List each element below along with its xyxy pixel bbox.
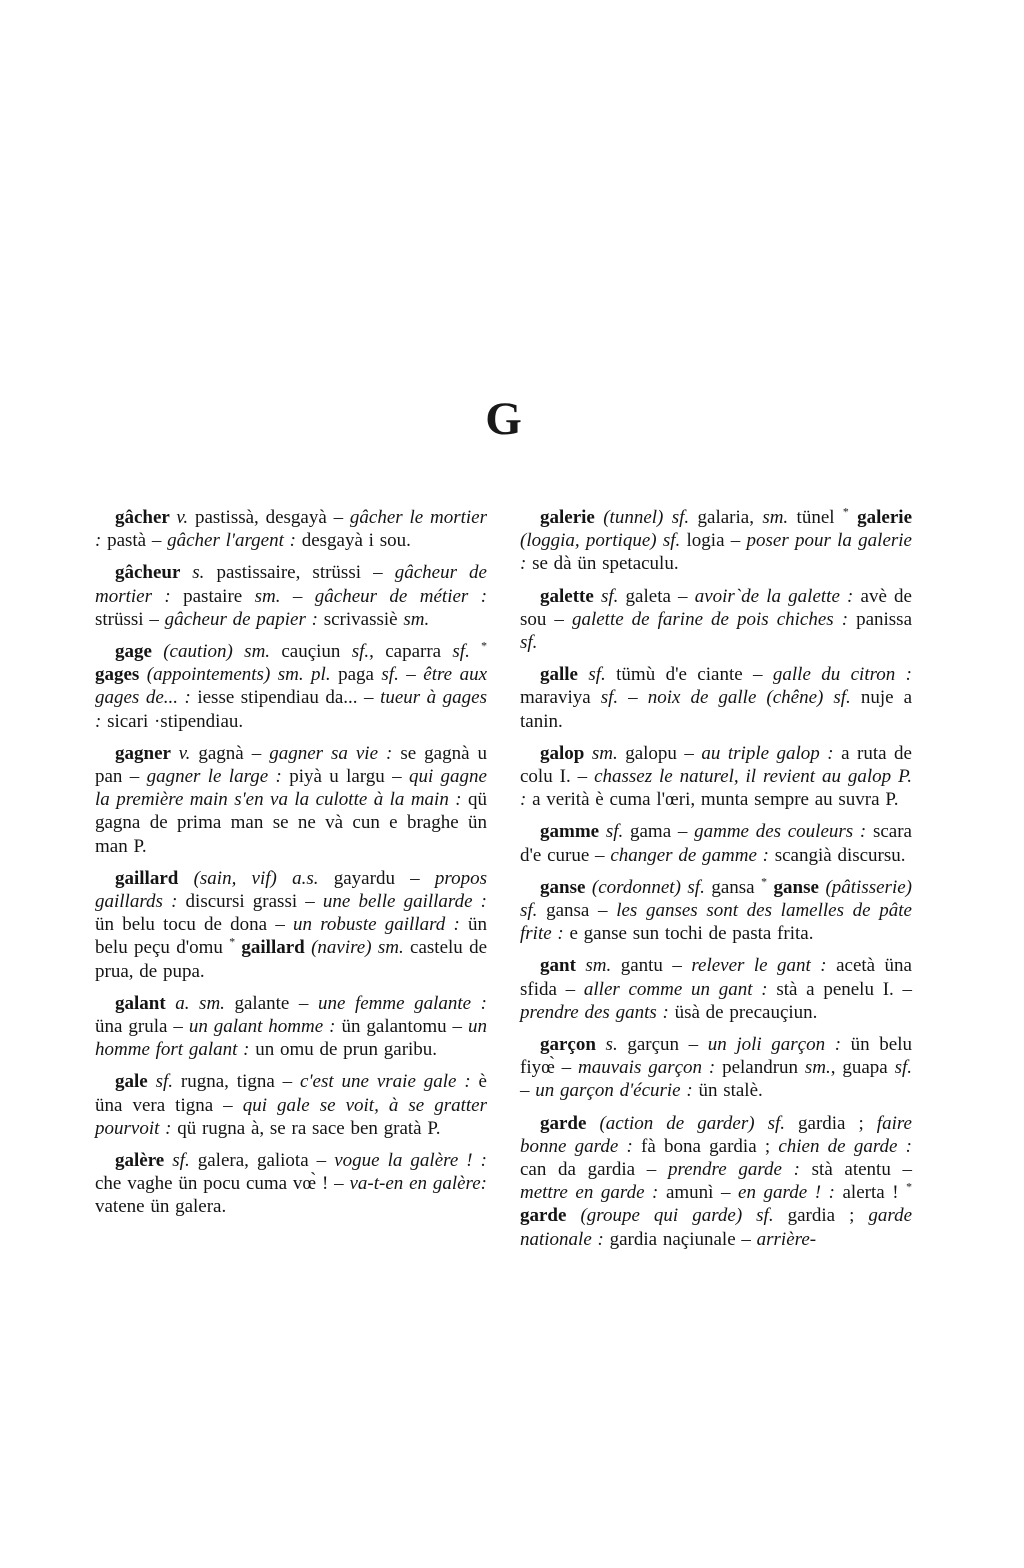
headword: gagner bbox=[115, 742, 179, 764]
entry-text: tueur à gages : bbox=[95, 687, 493, 732]
entry-text: – bbox=[398, 664, 424, 686]
entry-text: (caution) sm. bbox=[163, 641, 282, 663]
entry-text: c'est une vraie gale : bbox=[300, 1071, 479, 1093]
entry-text: sf. bbox=[600, 585, 626, 607]
entry-text bbox=[849, 507, 857, 528]
entry-text: gansa bbox=[711, 876, 762, 898]
entry-text: panissa bbox=[856, 608, 918, 630]
entry-text: iesse stipendiau da... – bbox=[197, 687, 381, 709]
entry-text: ün stalè. bbox=[698, 1080, 763, 1102]
entry-text: mettre en garde : bbox=[520, 1182, 666, 1204]
entry-text: changer de gamme : bbox=[610, 844, 775, 866]
headword: gâcher bbox=[115, 507, 177, 528]
dictionary-entry-gamme bbox=[520, 820, 918, 866]
entry-text: mauvais garçon : bbox=[578, 1057, 723, 1079]
entry-text: – bbox=[520, 1057, 918, 1102]
entry-text: a. sm. bbox=[175, 992, 235, 1014]
entry-text: prendre des gants : bbox=[520, 1001, 675, 1023]
entry-text: qui gale se voit, à se gratter pourvoit : bbox=[95, 1094, 493, 1139]
entry-text: s. bbox=[192, 562, 217, 584]
entry-text: avè de sou – bbox=[520, 585, 918, 630]
entry-text: e ganse sun tochi de pasta frita. bbox=[569, 923, 814, 945]
entry-text: sicari ·stipendiau. bbox=[107, 710, 244, 732]
headword: galerie bbox=[540, 507, 604, 528]
entry-text: a ruta de colu I. – bbox=[520, 742, 918, 788]
headword: gages bbox=[95, 664, 147, 686]
entry-text: arrière- bbox=[756, 1228, 817, 1250]
entry-text: (action de garder) sf. bbox=[599, 1112, 799, 1134]
entry-text: garde nationale : bbox=[520, 1205, 918, 1250]
entry-text: galle du citron : bbox=[772, 664, 918, 686]
entry-text: , guapa bbox=[830, 1057, 895, 1079]
entry-text: (groupe qui garde) sf. bbox=[580, 1205, 788, 1227]
dictionary-entry-gant bbox=[520, 954, 918, 1024]
entry-text: – bbox=[280, 585, 315, 607]
entry-text: un omu de prun garibu. bbox=[255, 1039, 438, 1061]
headword: gale bbox=[115, 1071, 156, 1093]
entry-text: gagner le large : bbox=[146, 766, 290, 788]
entry-text: – bbox=[628, 687, 648, 709]
entry-text: gayardu – bbox=[333, 867, 435, 889]
entry-text: relever le gant : bbox=[691, 955, 837, 977]
entry-text: gardia ; bbox=[787, 1205, 869, 1227]
entry-text: être aux gages de... : bbox=[95, 664, 493, 709]
entry-text: paga bbox=[338, 664, 382, 686]
entry-text: sf. bbox=[605, 821, 630, 843]
headword: ganse bbox=[540, 876, 592, 898]
entry-text: aller comme un gant : bbox=[583, 978, 777, 1000]
entry-text: üna grula – bbox=[95, 1016, 189, 1038]
headword: garde bbox=[520, 1205, 581, 1227]
entry-text: va-t-en en galère: bbox=[349, 1173, 493, 1195]
entry-text: sf. bbox=[600, 687, 629, 709]
entry-text: un galant homme : bbox=[188, 1016, 342, 1038]
entry-text: amunì – bbox=[665, 1182, 739, 1204]
entry-text: sm. bbox=[804, 1057, 831, 1079]
entry-text: sf. bbox=[381, 664, 399, 686]
entry-text: gâcheur de métier : bbox=[314, 585, 493, 607]
entry-text: galaria, bbox=[697, 507, 763, 528]
entry-text: discursi grassi – bbox=[185, 891, 323, 913]
entry-text: prendre garde : bbox=[667, 1159, 812, 1181]
entry-text: cauçiun bbox=[281, 641, 352, 663]
dictionary-entry-gaillard bbox=[95, 867, 493, 983]
entry-text: tünel bbox=[796, 507, 843, 528]
homograph-separator: * bbox=[761, 875, 768, 889]
entry-text: qü gagna de prima man se ne và cun e braghe ün man P. bbox=[95, 789, 493, 857]
dictionary-entry-garcon bbox=[520, 1033, 918, 1103]
dictionary-entry-gagner bbox=[95, 742, 493, 858]
entry-text: è üna vera tigna – bbox=[95, 1071, 493, 1116]
entry-text: gâcheur de papier : bbox=[164, 608, 324, 630]
headword: ganse bbox=[773, 876, 826, 898]
entry-text: tümù d'e ciante – bbox=[616, 664, 773, 686]
entry-text: fà bona gardia ; bbox=[641, 1135, 779, 1157]
entry-text bbox=[487, 641, 493, 662]
dictionary-entry-garde bbox=[520, 1112, 918, 1251]
entry-text: üsà de precauçiun. bbox=[674, 1001, 818, 1023]
entry-text: galeta – bbox=[625, 585, 695, 607]
entry-text: (tunnel) sf. bbox=[603, 507, 698, 528]
entry-text: qü rugna à, se ra sace ben gratà P. bbox=[177, 1117, 441, 1139]
column-left bbox=[95, 506, 493, 1260]
headword: galant bbox=[115, 992, 176, 1014]
dictionary-entry-gacheur bbox=[95, 561, 493, 631]
entry-text: alerta ! bbox=[842, 1182, 907, 1204]
entry-text: vogue la galère ! : bbox=[334, 1150, 493, 1172]
entry-text: se dà ün spetaculu. bbox=[532, 553, 679, 575]
entry-text: (appointements) sm. pl. bbox=[146, 664, 339, 686]
entry-text: poser pour la galerie : bbox=[520, 530, 918, 575]
entry-text: sf. bbox=[351, 641, 370, 663]
dictionary-entry-galette bbox=[520, 585, 918, 655]
entry-text: en garde ! : bbox=[738, 1182, 843, 1204]
homograph-separator: * bbox=[229, 936, 236, 950]
entry-text: un robuste gaillard : bbox=[293, 914, 468, 936]
entry-text: se gagnà u pan – bbox=[95, 742, 493, 788]
entry-text: galante – bbox=[234, 992, 318, 1014]
entry-text: gâcheur de mortier : bbox=[95, 562, 493, 607]
entry-text: un homme fort galant : bbox=[95, 1016, 493, 1061]
entry-text: une belle gaillarde : bbox=[322, 891, 493, 913]
entry-text: sm. bbox=[762, 507, 797, 528]
entry-text: sf. bbox=[172, 1150, 198, 1172]
dictionary-entry-gage bbox=[95, 639, 493, 733]
entry-text: (sain, vif) a.s. bbox=[193, 867, 334, 889]
entry-text: qui gagne la première main s'en va la culotte à la main : bbox=[95, 766, 493, 811]
entry-text: (pâtisserie) sf. bbox=[520, 876, 918, 922]
dictionary-entry-ganse bbox=[520, 875, 918, 946]
entry-text: sm. bbox=[254, 585, 281, 607]
entry-text: v. bbox=[178, 742, 199, 764]
entry-text: (navire) sm. bbox=[311, 937, 411, 959]
entry-text: vatene ün galera. bbox=[95, 1196, 227, 1218]
dictionary-entry-gacher bbox=[95, 506, 493, 552]
entry-text: desgayà i sou. bbox=[301, 530, 411, 552]
entry-text: un joli garçon : bbox=[707, 1034, 851, 1056]
dictionary-entry-galerie bbox=[520, 505, 918, 576]
entry-text: scrivassiè bbox=[323, 608, 404, 630]
entry-text: gardia naçiunale – bbox=[609, 1228, 757, 1250]
entry-text: sm. bbox=[585, 955, 621, 977]
entry-text: noix de galle (chêne) sf. bbox=[647, 687, 861, 709]
entry-text: rugna, tigna – bbox=[180, 1071, 301, 1093]
entry-text: sm. bbox=[591, 742, 626, 764]
entry-text: sf. bbox=[894, 1057, 913, 1079]
entry-text: avoir`de la galette : bbox=[694, 585, 861, 607]
entry-text: chien de garde : bbox=[778, 1135, 918, 1157]
entry-text: sf. bbox=[155, 1071, 181, 1093]
dictionary-entry-galant bbox=[95, 992, 493, 1062]
entry-text: acetà üna sfida – bbox=[520, 955, 918, 1000]
entry-text: a verità è cuma l'œri, munta sempre au suvra P. bbox=[532, 789, 899, 811]
entry-text bbox=[912, 1182, 918, 1203]
text-columns bbox=[95, 505, 918, 1260]
headword: galère bbox=[115, 1150, 173, 1172]
entry-text: gantu – bbox=[620, 955, 692, 977]
entry-text: nuje a tanin. bbox=[520, 687, 918, 732]
entry-text: gagnà – bbox=[198, 742, 270, 764]
entry-text: pastaire bbox=[183, 585, 255, 607]
entry-text: sf. bbox=[452, 641, 482, 663]
entry-text: sm. bbox=[403, 608, 430, 630]
entry-text: v. bbox=[176, 507, 195, 528]
entry-text: scara d'e curue – bbox=[520, 821, 918, 866]
entry-text: les ganses sont des lamelles de pâte frite : bbox=[520, 900, 918, 945]
entry-text: ün galantomu – bbox=[341, 1016, 469, 1038]
entry-text: castelu de prua, de pupa. bbox=[95, 937, 493, 982]
dictionary-entry-galere bbox=[95, 1149, 493, 1219]
headword: galop bbox=[540, 742, 592, 764]
entry-text: gagner sa vie : bbox=[269, 742, 401, 764]
entry-text: au triple galop : bbox=[701, 742, 842, 764]
headword: galle bbox=[540, 664, 589, 686]
entry-text: galopu – bbox=[625, 742, 702, 764]
entry-text: pastissà, desgayà – bbox=[194, 507, 350, 528]
entry-text: ün belu fiyœ̀ – bbox=[520, 1034, 918, 1079]
entry-text: gâcher l'argent : bbox=[167, 530, 302, 552]
headword: garçon bbox=[540, 1034, 606, 1056]
entry-text: gama – bbox=[629, 821, 695, 843]
entry-text: une femme galante : bbox=[317, 992, 493, 1014]
homograph-separator: * bbox=[842, 505, 849, 519]
headword: galerie bbox=[857, 507, 918, 528]
entry-text: propos gaillards : bbox=[95, 867, 493, 913]
entry-text: pelandrun bbox=[722, 1057, 805, 1079]
entry-text: pastà – bbox=[107, 530, 168, 552]
entry-text: (loggia, portique) sf. bbox=[520, 530, 687, 552]
entry-text: gâcher le mortier : bbox=[95, 507, 493, 552]
entry-text: un garçon d'écurie : bbox=[535, 1080, 699, 1102]
headword: galette bbox=[540, 585, 601, 607]
entry-text: faire bonne garde : bbox=[520, 1112, 918, 1157]
homograph-separator: * bbox=[906, 1180, 912, 1194]
entry-text: galera, galiota – bbox=[197, 1150, 335, 1172]
entry-text: garçun – bbox=[627, 1034, 708, 1056]
headword: gaillard bbox=[241, 937, 312, 959]
entry-text: (cordonnet) sf. bbox=[591, 876, 712, 898]
headword: gamme bbox=[540, 821, 606, 843]
entry-text: scangià discursu. bbox=[774, 844, 906, 866]
section-letter: G bbox=[485, 393, 523, 445]
entry-text: sf. bbox=[588, 664, 617, 686]
entry-text: gamme des couleurs : bbox=[694, 821, 873, 843]
column-right bbox=[520, 505, 918, 1260]
entry-text: pastissaire, strüssi – bbox=[216, 562, 395, 584]
entry-text: s. bbox=[605, 1034, 628, 1056]
homograph-separator: * bbox=[481, 639, 487, 653]
entry-text: ün belu tocu de dona – bbox=[95, 914, 294, 936]
entry-text: piyà u largu – bbox=[289, 766, 409, 788]
entry-text: chassez le naturel, il revient au galop P. : bbox=[520, 766, 918, 811]
headword: garde bbox=[540, 1112, 600, 1134]
dictionary-entry-gale bbox=[95, 1070, 493, 1140]
entry-text: gansa – bbox=[546, 900, 617, 922]
headword: gâcheur bbox=[115, 562, 193, 584]
entry-text: strüssi – bbox=[95, 608, 165, 630]
entry-text: maraviya bbox=[520, 687, 601, 709]
dictionary-entry-galop bbox=[520, 742, 918, 812]
headword: gage bbox=[115, 641, 164, 663]
dictionary-entry-galle bbox=[520, 663, 918, 733]
headword: gaillard bbox=[115, 867, 194, 889]
entry-text: galette de farine de pois chiches : bbox=[571, 608, 857, 630]
entry-text: gardia ; bbox=[798, 1112, 877, 1134]
entry-text: sf. bbox=[520, 632, 538, 654]
entry-text: can da gardia – bbox=[520, 1159, 668, 1181]
entry-text: logia – bbox=[686, 530, 747, 552]
entry-text: , caparra bbox=[369, 641, 453, 663]
entry-text: ün belu peçu d'omu bbox=[95, 914, 493, 959]
entry-text: che vaghe ün pocu cuma vœ̀ ! – bbox=[95, 1173, 350, 1195]
entry-text: stà atentu – bbox=[811, 1159, 918, 1181]
entry-text: stà a penelu I. – bbox=[776, 978, 918, 1000]
headword: gant bbox=[540, 955, 586, 977]
